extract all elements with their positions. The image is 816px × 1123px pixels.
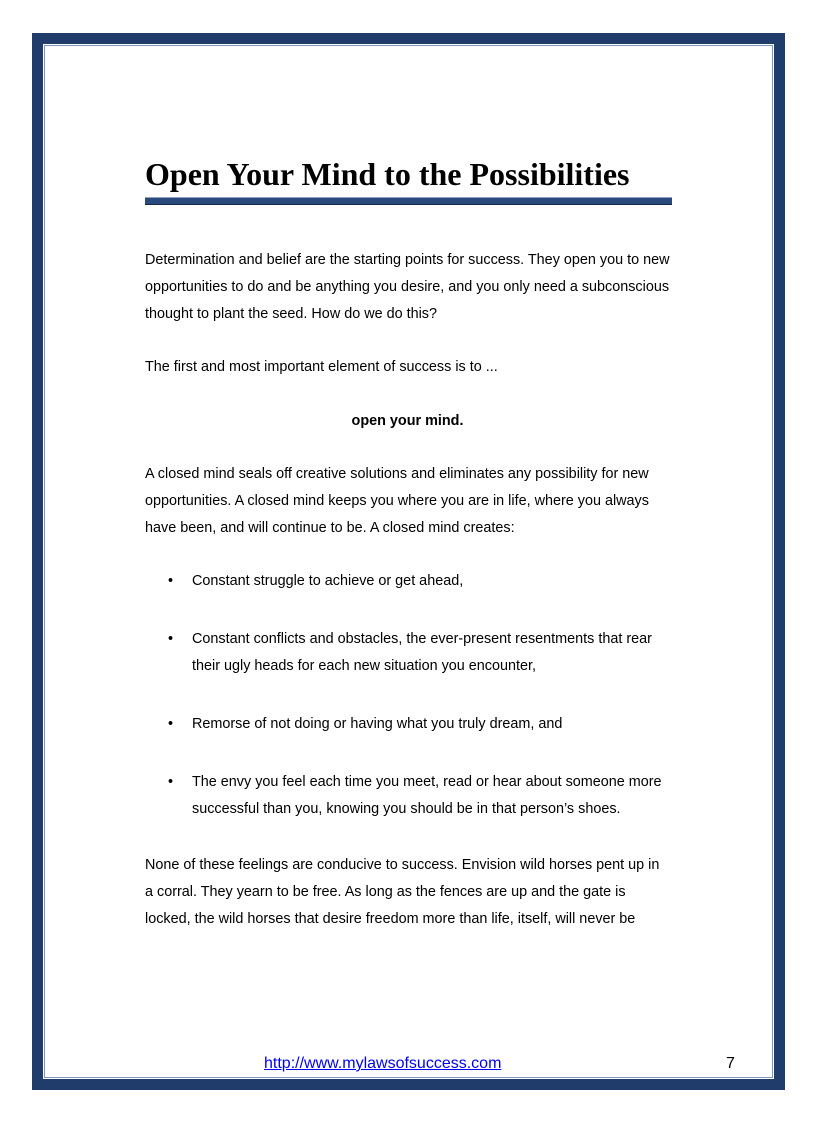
list-item [145,568,670,595]
emphasis-text: open your mind. [351,413,464,429]
bullet-icon: • [168,716,174,732]
bullet-icon: • [168,631,174,647]
paragraph-intro: Determination and belief are the starting points for success. They open you to new opportunities to do and be anything you desire, and you only need a subconscious thought to plant the seed. How do we do this? [145,252,670,322]
bullet-icon: • [168,573,174,589]
list-item-text: The envy you feel each time you meet, read or hear about someone more successful than you, knowing you should be in that person’s shoes. [192,774,662,817]
paragraph-wild-horses: None of these feelings are conducive to success. Envision wild horses pent up in a corral. They yearn to be free. As long as the fences are up and the gate is locked, the wild horses that desire freedom more than life, itself, will never be [145,857,660,927]
bullet-icon: • [168,774,174,790]
paragraph-closed-mind: A closed mind seals off creative solutions and eliminates any possibility for new opportunities. A closed mind keeps you where you are in life, where you always have been, and will continue to be. A closed mind creates: [145,466,649,536]
page-number: 7 [726,1055,735,1072]
list-item [145,626,670,680]
list-item-text: Remorse of not doing or having what you truly dream, and [192,716,563,732]
list-item [145,711,670,738]
list-item-text: Constant conflicts and obstacles, the ever-present resentments that rear their ugly heads for each new situation you encounter, [192,631,652,674]
paragraph-first-element: The first and most important element of success is to ... [145,359,498,375]
title-underline-rule [145,197,672,205]
list-item [145,769,670,823]
footer-website-link[interactable]: http://www.mylawsofsuccess.com [264,1055,502,1072]
page-title: Open Your Mind to the Possibilities [145,156,630,192]
bullet-list [145,568,670,823]
page-content [145,150,670,933]
list-item-text: Constant struggle to achieve or get ahead, [192,573,464,589]
